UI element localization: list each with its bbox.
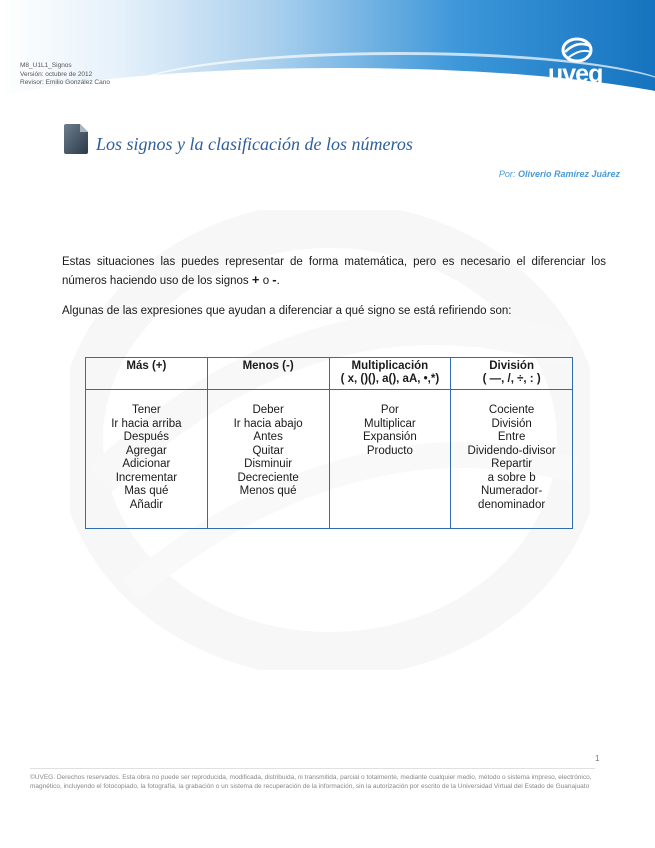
header-symbols: ( x, ()(), a(), aA, •,*) bbox=[340, 373, 440, 385]
header-label: Más (+) bbox=[126, 360, 167, 372]
list-item: Antes bbox=[253, 431, 283, 443]
list-item: Numerador-denominador bbox=[478, 485, 546, 511]
list-item: Quitar bbox=[252, 444, 284, 457]
list-item: Repartir bbox=[491, 458, 533, 470]
list-item: Cociente bbox=[488, 404, 535, 416]
list-item: Añadir bbox=[129, 498, 163, 511]
list-item: Agregar bbox=[125, 444, 167, 457]
header-label: División bbox=[489, 360, 534, 372]
list-item: Incrementar bbox=[115, 471, 178, 484]
intro-paragraph bbox=[62, 254, 606, 290]
list-item: Multiplicar bbox=[363, 417, 416, 430]
table-row bbox=[86, 390, 573, 529]
logo-text: uveg bbox=[548, 60, 603, 88]
meta-line: M8_U1L1_Signos bbox=[20, 62, 72, 69]
paragraph-end: . bbox=[276, 275, 280, 287]
author-line bbox=[499, 169, 620, 179]
column-mas bbox=[86, 390, 208, 529]
minus-sign: - bbox=[272, 272, 277, 287]
list-item: Por bbox=[380, 404, 399, 416]
logo-tagline: universidad virtual del estado de guanajuato bbox=[552, 89, 611, 99]
list-item: Después bbox=[123, 431, 170, 443]
list-item: Entre bbox=[497, 431, 526, 443]
list-item: Menos qué bbox=[239, 485, 297, 497]
list-item: Dividendo-divisor bbox=[467, 444, 556, 457]
document-meta bbox=[20, 62, 110, 88]
list-item: Disminuir bbox=[244, 458, 293, 470]
list-item: Producto bbox=[366, 444, 413, 457]
list-item: Ir hacia abajo bbox=[233, 417, 303, 430]
column-menos bbox=[207, 390, 329, 529]
header-symbols: ( —, /, ÷, : ) bbox=[482, 373, 541, 385]
list-item: Ir hacia arriba bbox=[111, 417, 182, 430]
header-multiplicacion bbox=[329, 358, 451, 390]
copyright-footer: ©UVEG. Derechos reservados. Esta obra no puede ser reproducida, modificada, distribuida, ni transmitida, parcial o totalmente, mediante cualquier medio, método o sistema impreso, electrónico, magnético, incluyendo el fotocopiado, la fotografía, la grabación o un sistema de recuperación de la información, sin la autorización por escrito de la Universidad Virtual del Estado de Guanajuato bbox=[30, 774, 592, 790]
author-prefix: Por: bbox=[498, 169, 516, 179]
uveg-logo bbox=[530, 36, 620, 100]
expressions-intro: Algunas de las expresiones que ayudan a diferenciar a qué signo se está refiriendo son: bbox=[62, 305, 512, 317]
meta-line: Revisor: Emilio González Cano bbox=[20, 79, 110, 86]
header-menos bbox=[207, 358, 329, 390]
signs-table bbox=[85, 357, 573, 529]
list-item: Tener bbox=[131, 404, 161, 416]
header-division bbox=[451, 358, 573, 390]
page-title: Los signos y la clasificación de los números bbox=[96, 134, 413, 154]
header-label: Menos (-) bbox=[242, 360, 294, 372]
list-item: Expansión bbox=[363, 431, 417, 443]
list-item: Mas qué bbox=[124, 485, 169, 497]
table-header-row bbox=[86, 358, 573, 390]
plus-sign: + bbox=[251, 272, 260, 287]
list-item: Decreciente bbox=[237, 471, 299, 484]
list-item: Deber bbox=[252, 404, 284, 416]
list-item: Adicionar bbox=[122, 458, 171, 470]
footer-divider bbox=[30, 768, 595, 769]
document-icon bbox=[64, 124, 88, 154]
header-mas bbox=[86, 358, 208, 390]
meta-line: Versión: octubre de 2012 bbox=[20, 70, 93, 78]
column-multiplicacion bbox=[329, 390, 451, 529]
list-item: División bbox=[491, 417, 532, 430]
column-division bbox=[451, 390, 573, 529]
author-name: Oliverio Ramírez Juárez bbox=[517, 169, 620, 179]
intro-text: Estas situaciones las puedes representar de forma matemática, pero es necesario el diferenciar los números haciendo uso de los signos bbox=[62, 256, 606, 287]
connector-text: o bbox=[262, 275, 270, 287]
page-number: 1 bbox=[595, 754, 600, 763]
list-item: a sobre b bbox=[487, 471, 536, 484]
header-label: Multiplicación bbox=[351, 360, 429, 372]
